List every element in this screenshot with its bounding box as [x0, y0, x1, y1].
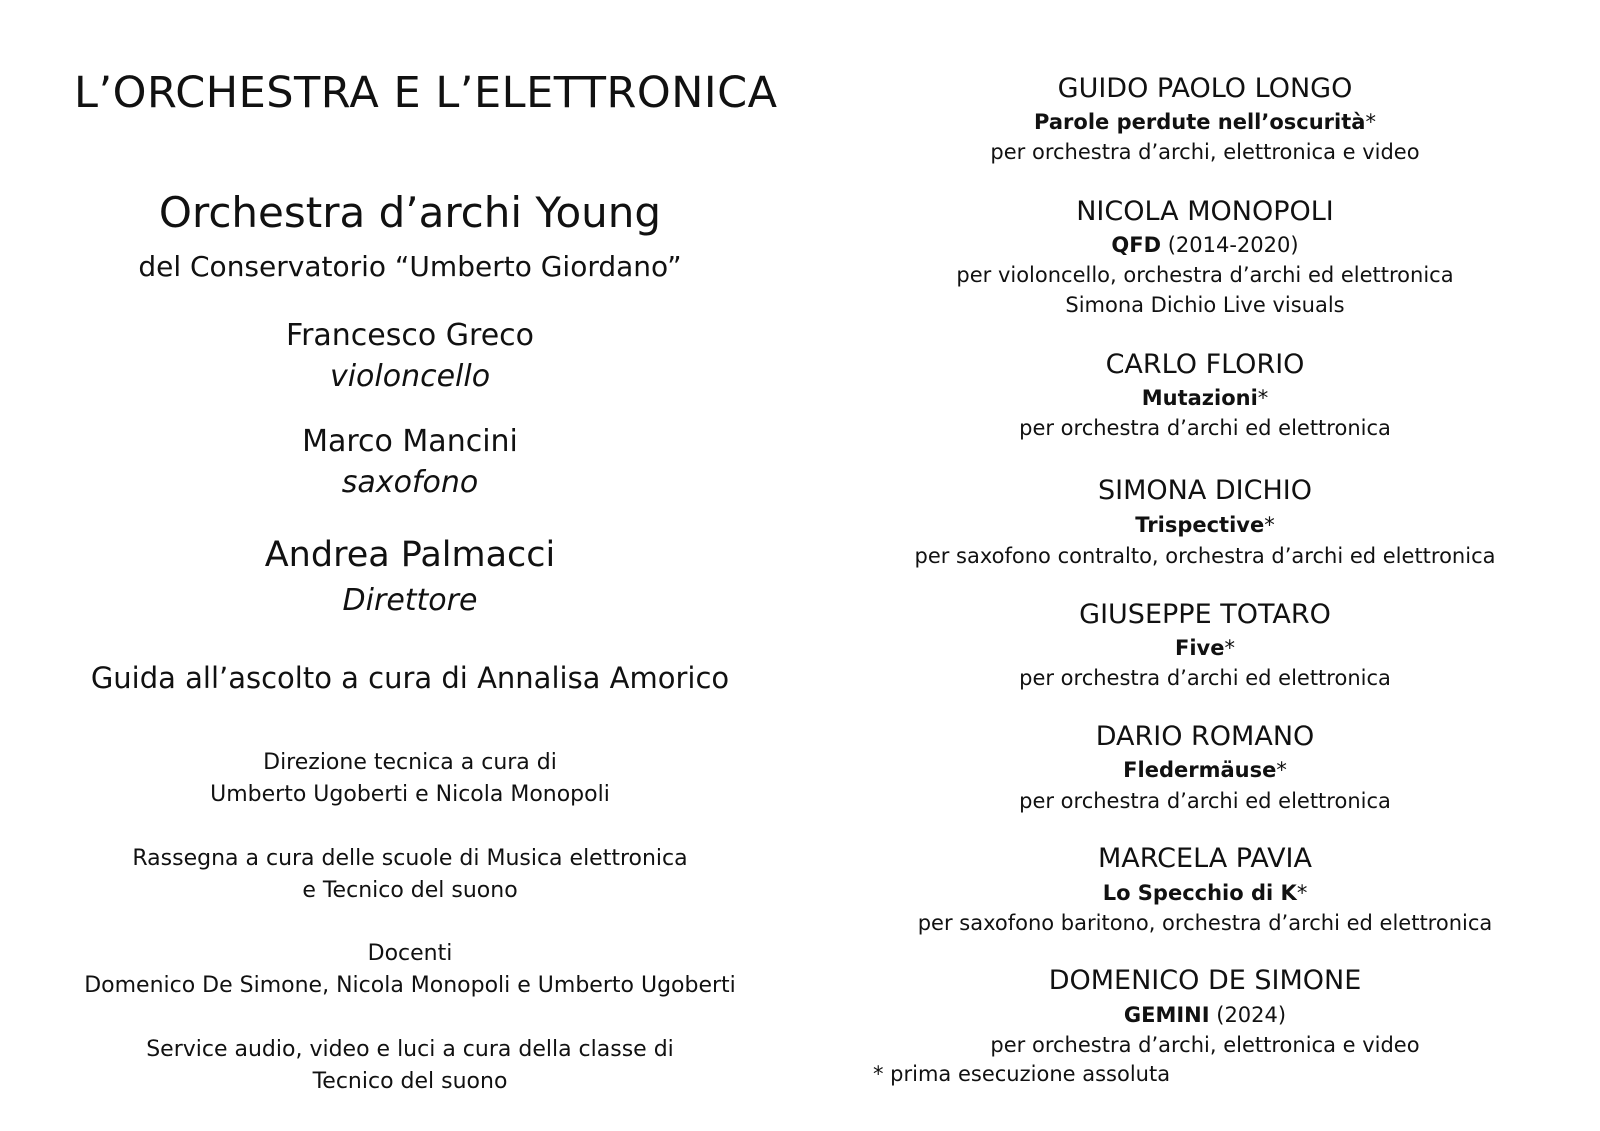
composer-name: DARIO ROMANO [1095, 721, 1315, 752]
work-note: (2014-2020) [1161, 233, 1299, 257]
conductor-role: Direttore [342, 583, 478, 618]
credit-line: Docenti [367, 941, 453, 966]
work-note: * [1296, 881, 1308, 905]
work-note: * [1257, 386, 1269, 410]
performer-name: Francesco Greco [286, 318, 534, 353]
work-note: * [1224, 636, 1235, 660]
instrumentation: per saxofono contralto, orchestra d’archi ed elettronica [914, 544, 1496, 568]
instrumentation: per saxofono baritono, orchestra d’archi ed elettronica [917, 911, 1493, 935]
work-title: Mutazioni [1141, 386, 1258, 410]
composer-name: CARLO FLORIO [1105, 349, 1305, 380]
composer-name: GIUSEPPE TOTARO [1079, 599, 1331, 630]
work-title: Lo Specchio di K [1102, 881, 1297, 905]
page-title: L’ORCHESTRA E L’ELETTRONICA [74, 68, 778, 118]
orchestra-name: Orchestra d’archi Young [158, 188, 662, 237]
work-note: * [1264, 513, 1275, 537]
instrumentation: per orchestra d’archi ed elettronica [1019, 666, 1391, 690]
performers-section [60, 0, 760, 1131]
work-note: * [1276, 758, 1287, 782]
work-note: (2024) [1209, 1003, 1287, 1027]
work-title: GEMINI [1123, 1003, 1210, 1027]
credit-line: Domenico De Simone, Nicola Monopoli e Umberto Ugoberti [84, 973, 736, 998]
work-title-line [880, 758, 1530, 782]
work-title: Fledermäuse [1123, 758, 1277, 782]
work-title-line [880, 1003, 1530, 1027]
work-title: QFD [1111, 233, 1162, 257]
conductor-name: Andrea Palmacci [264, 535, 556, 575]
performer-name: Marco Mancini [302, 424, 518, 459]
composer-name: DOMENICO DE SIMONE [1048, 965, 1362, 996]
work-title-line [880, 881, 1530, 905]
instrumentation: per violoncello, orchestra d’archi ed elettronica [956, 263, 1454, 287]
listening-guide: Guida all’ascolto a cura di Annalisa Amorico [90, 661, 730, 695]
credit-line: Service audio, video e luci a cura della classe di [146, 1037, 674, 1062]
orchestra-subtitle: del Conservatorio “Umberto Giordano” [138, 250, 682, 283]
composer-name: SIMONA DICHIO [1097, 475, 1313, 506]
credit-line: Tecnico del suono [312, 1069, 508, 1094]
composer-name: NICOLA MONOPOLI [1076, 196, 1334, 227]
instrumentation: per orchestra d’archi ed elettronica [1019, 416, 1391, 440]
instrumentation: per orchestra d’archi, elettronica e video [990, 140, 1420, 164]
composer-name: MARCELA PAVIA [1097, 843, 1312, 874]
work-title: Trispective [1135, 513, 1265, 537]
program-section [880, 0, 1530, 1131]
work-title-line [880, 233, 1530, 257]
credit-line: Umberto Ugoberti e Nicola Monopoli [210, 782, 610, 807]
credit-line: Rassegna a cura delle scuole di Musica elettronica [132, 846, 688, 871]
work-title-line [880, 386, 1530, 410]
work-title: Parole perdute nell’oscurità [1034, 110, 1366, 134]
work-title-line [880, 513, 1530, 537]
work-note: * [1365, 110, 1376, 134]
instrumentation: per orchestra d’archi, elettronica e video [990, 1033, 1420, 1057]
composer-name: GUIDO PAOLO LONGO [1057, 73, 1353, 104]
work-title-line [880, 636, 1530, 660]
instrumentation: per orchestra d’archi ed elettronica [1019, 789, 1391, 813]
work-title: Five [1175, 636, 1225, 660]
credit-line: e Tecnico del suono [302, 878, 518, 903]
work-title-line [880, 110, 1530, 134]
instrumentation: Simona Dichio Live visuals [1065, 293, 1345, 317]
credit-line: Direzione tecnica a cura di [263, 750, 557, 775]
performer-role: violoncello [329, 359, 491, 394]
footnote: * prima esecuzione assoluta [873, 1062, 1171, 1086]
performer-role: saxofono [341, 465, 479, 500]
